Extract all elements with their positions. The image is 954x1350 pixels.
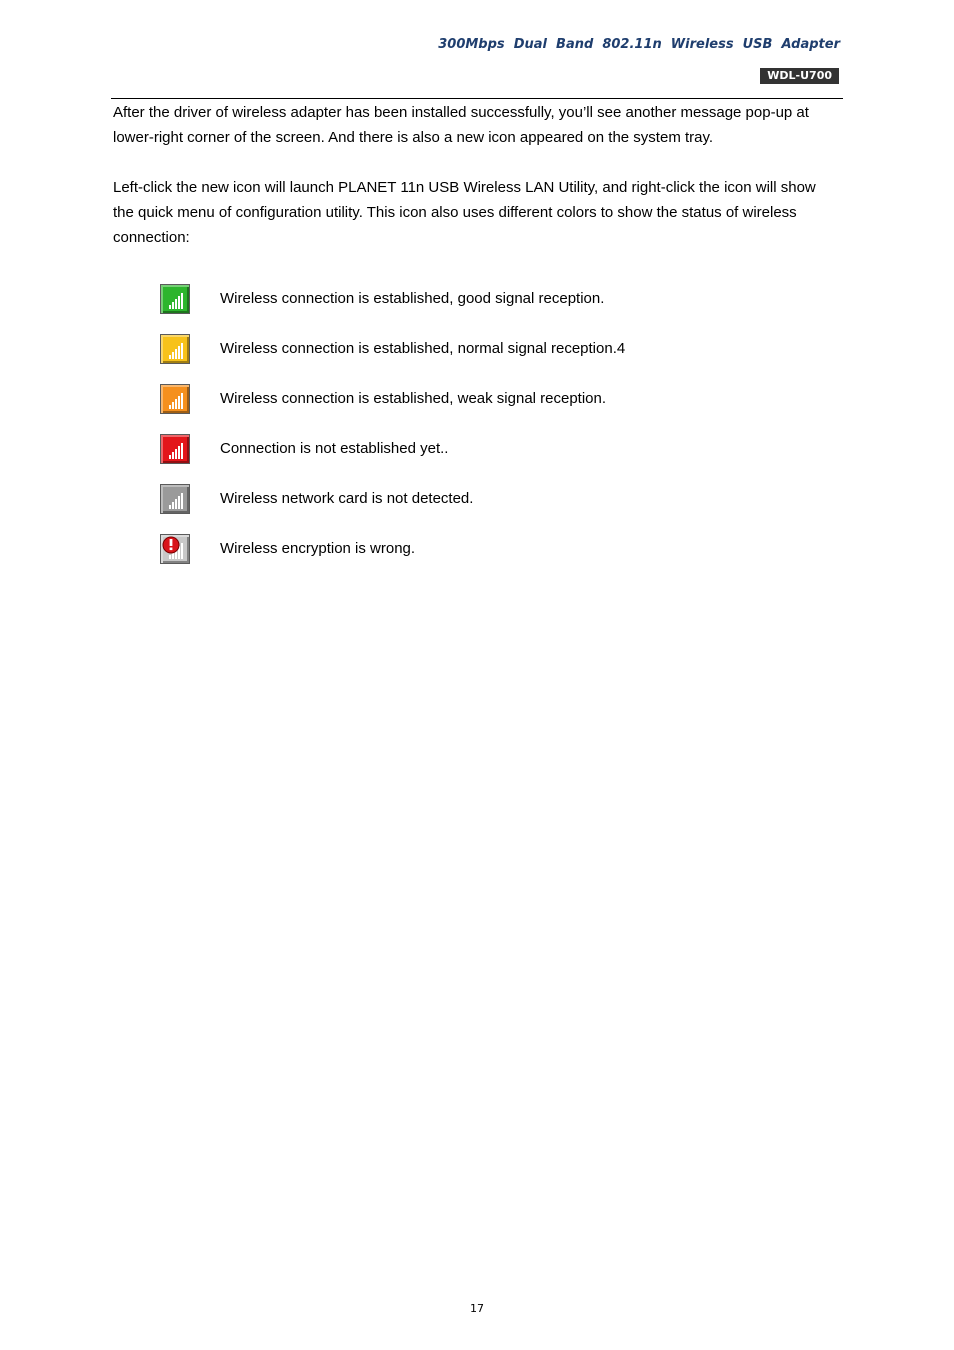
status-row (160, 484, 840, 534)
status-description: Wireless connection is established, good signal reception. (220, 290, 605, 307)
signal-orange-icon (160, 384, 190, 414)
status-description: Wireless connection is established, weak signal reception. (220, 390, 607, 407)
status-row (160, 534, 840, 584)
status-description: Wireless network card is not detected. (220, 490, 474, 507)
product-title: 300Mbps Dual Band 802.11n Wireless USB Adapter (438, 37, 840, 52)
status-row (160, 284, 840, 334)
status-row (160, 434, 840, 484)
signal-warning-icon (160, 534, 190, 564)
status-row (160, 334, 840, 384)
intro-paragraph: After the driver of wireless adapter has been installed successfully, you’ll see another message pop-up at lower-right corner of the screen. And there is also a new icon appeared on the system tray. (113, 104, 809, 146)
page-number: 17 (470, 1302, 484, 1315)
status-icon-list (160, 284, 840, 584)
status-description: Connection is not established yet.. (220, 440, 449, 457)
signal-yellow-icon (160, 334, 190, 364)
usage-paragraph: Left-click the new icon will launch PLANET 11n USB Wireless LAN Utility, and right-click the icon will show the quick menu of configuration utility. This icon also uses different colors to show the status of wireless connection: (113, 179, 816, 246)
status-description: Wireless encryption is wrong. (220, 540, 416, 557)
signal-gray-icon (160, 484, 190, 514)
status-row (160, 384, 840, 434)
model-badge: WDL-U700 (760, 68, 839, 84)
signal-red-icon (160, 434, 190, 464)
header-divider (111, 98, 843, 99)
status-description: Wireless connection is established, normal signal reception.4 (220, 340, 626, 357)
signal-green-icon (160, 284, 190, 314)
